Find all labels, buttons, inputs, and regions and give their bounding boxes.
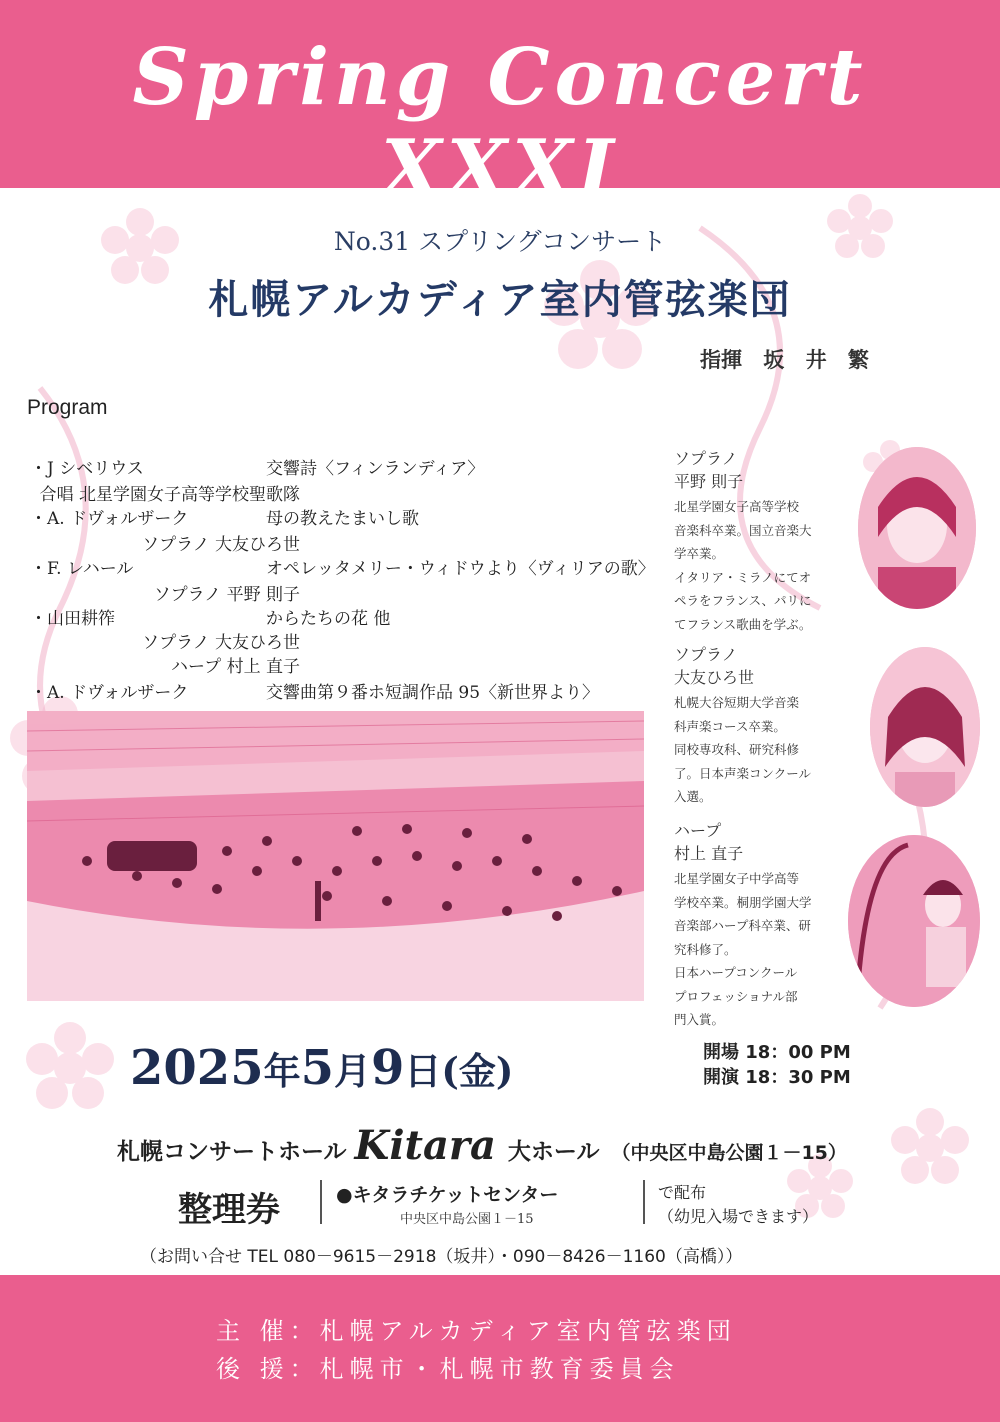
event-date — [130, 1040, 513, 1096]
bio-line: 学校卒業。桐朋学園大学 — [674, 894, 812, 910]
program-composer: ・F. レハール — [30, 559, 134, 579]
organizer-credit: 主 催：札幌アルカディア室内管弦楽団 — [216, 1317, 737, 1345]
soloist-portrait-murakami — [848, 835, 980, 1007]
soloist-murakami — [674, 819, 864, 1032]
children-note: （幼児入場できます） — [658, 1207, 819, 1226]
soloist-portrait-hirano — [858, 447, 976, 609]
bio-line: イタリア・ミラノにてオ — [674, 569, 812, 585]
concert-title: Spring Concert XXXI — [132, 32, 868, 214]
bio-line: プロフェッショナル部 — [674, 988, 798, 1004]
bio-line: 音楽部ハープ科卒業、研 — [674, 918, 811, 933]
bio-line: 同校専攻科、研究科修 — [674, 742, 800, 757]
date-day-suffix: 日 — [404, 1049, 442, 1093]
program-performer: ソプラノ 大友ひろ世 — [142, 535, 300, 555]
bio-line: ペラをフランス、パリに — [674, 593, 812, 608]
divider — [643, 1180, 645, 1224]
soloist-bio — [674, 495, 864, 636]
program-performer: ソプラノ 大友ひろ世 — [142, 633, 300, 653]
soloist-bio — [674, 691, 864, 809]
date-weekday: (金) — [441, 1049, 514, 1093]
program-work: 交響曲第９番ホ短調作品 95〈新世界より〉 — [266, 683, 600, 703]
program-composer: ・山田耕筰 — [30, 609, 115, 629]
orchestra-photo — [27, 711, 644, 1001]
orchestra-name: 札幌アルカディア室内管弦楽団 — [208, 277, 792, 323]
venue — [117, 1122, 847, 1169]
program-performer: ハープ 村上 直子 — [171, 657, 300, 677]
soloist-portrait-otomo — [870, 647, 980, 807]
program-heading: Program — [27, 396, 108, 419]
bio-line: 究科修了。 — [674, 941, 737, 957]
distribution-text: で配布 — [658, 1183, 707, 1202]
program-work: 母の教えたまいし歌 — [266, 509, 419, 529]
bio-line: 音楽科卒業。国立音楽大 — [674, 522, 812, 538]
program-composer: ・A. ドヴォルザーク — [30, 683, 189, 703]
ticket-center-address: 中央区中島公園１－15 — [400, 1212, 534, 1227]
bio-line: 了。日本声楽コンクール — [674, 765, 812, 781]
date-month: 5 — [300, 1040, 334, 1096]
venue-hall: 大ホール — [507, 1139, 600, 1165]
ticket-label: 整理券 — [178, 1190, 280, 1230]
bottom-banner — [0, 1275, 1000, 1422]
ticket-distribution — [658, 1181, 818, 1229]
ticket-center: ●キタラチケットセンター — [336, 1184, 559, 1206]
program-work: 交響詩〈フィンランディア〉 — [266, 459, 485, 479]
program-performer: ソプラノ 平野 則子 — [153, 585, 300, 605]
date-year: 2025 — [130, 1040, 264, 1096]
program-work: からたちの花 他 — [266, 609, 391, 629]
bio-line: 科声楽コース卒業。 — [674, 718, 786, 734]
bio-line: 北星学園女子高等学校 — [674, 499, 800, 514]
soloist-role: ソプラノ — [674, 449, 738, 468]
date-year-suffix: 年 — [263, 1049, 301, 1093]
contact-info: （お問い合せ TEL 080－9615－2918（坂井）・090－8426－1160（高橋）） — [140, 1247, 743, 1267]
venue-name: 札幌コンサートホール — [117, 1139, 347, 1165]
bio-line: 学卒業。 — [674, 546, 725, 561]
start-time: 開演 18：30 PM — [703, 1067, 851, 1088]
concert-subtitle: No.31 スプリングコンサート — [333, 227, 667, 256]
program-performer: 合唱 北星学園女子高等学校聖歌隊 — [39, 485, 300, 505]
date-month-suffix: 月 — [334, 1049, 371, 1093]
soloist-hirano — [674, 447, 864, 636]
date-day: 9 — [371, 1040, 405, 1096]
venue-logo: Kitara — [354, 1122, 496, 1169]
program-work: オペレッタメリー・ウィドウより〈ヴィリアの歌〉 — [266, 559, 655, 579]
top-banner — [0, 0, 1000, 214]
program-composer: ・A. ドヴォルザーク — [30, 509, 189, 529]
soloist-name: 大友ひろ世 — [674, 668, 755, 687]
program-composer: ・J シベリウス — [30, 459, 144, 479]
soloist-name: 平野 則子 — [674, 472, 744, 491]
bio-line: 北星学園女子中学高等 — [674, 871, 800, 886]
doors-open-time: 開場 18：00 PM — [703, 1042, 851, 1063]
ticket-info — [178, 1178, 878, 1238]
soloist-role: ハープ — [674, 821, 722, 840]
bio-line: 札幌大谷短期大学音楽 — [674, 695, 800, 710]
divider — [320, 1180, 322, 1224]
conductor-credit: 指揮 坂 井 繁 — [700, 348, 869, 372]
soloist-otomo — [674, 643, 864, 809]
soloist-bio — [674, 867, 864, 1032]
support-credit: 後 援：札幌市・札幌市教育委員会 — [216, 1355, 680, 1383]
soloist-role: ソプラノ — [674, 645, 738, 664]
venue-address: （中央区中島公園１－15） — [611, 1142, 847, 1164]
bio-line: 門入賞。 — [674, 1012, 725, 1027]
bio-line: てフランス歌曲を学ぶ。 — [674, 616, 812, 632]
bio-line: 日本ハープコンクール — [674, 965, 798, 980]
soloist-name: 村上 直子 — [674, 844, 744, 863]
event-times — [703, 1040, 851, 1090]
bio-line: 入選。 — [674, 789, 712, 804]
